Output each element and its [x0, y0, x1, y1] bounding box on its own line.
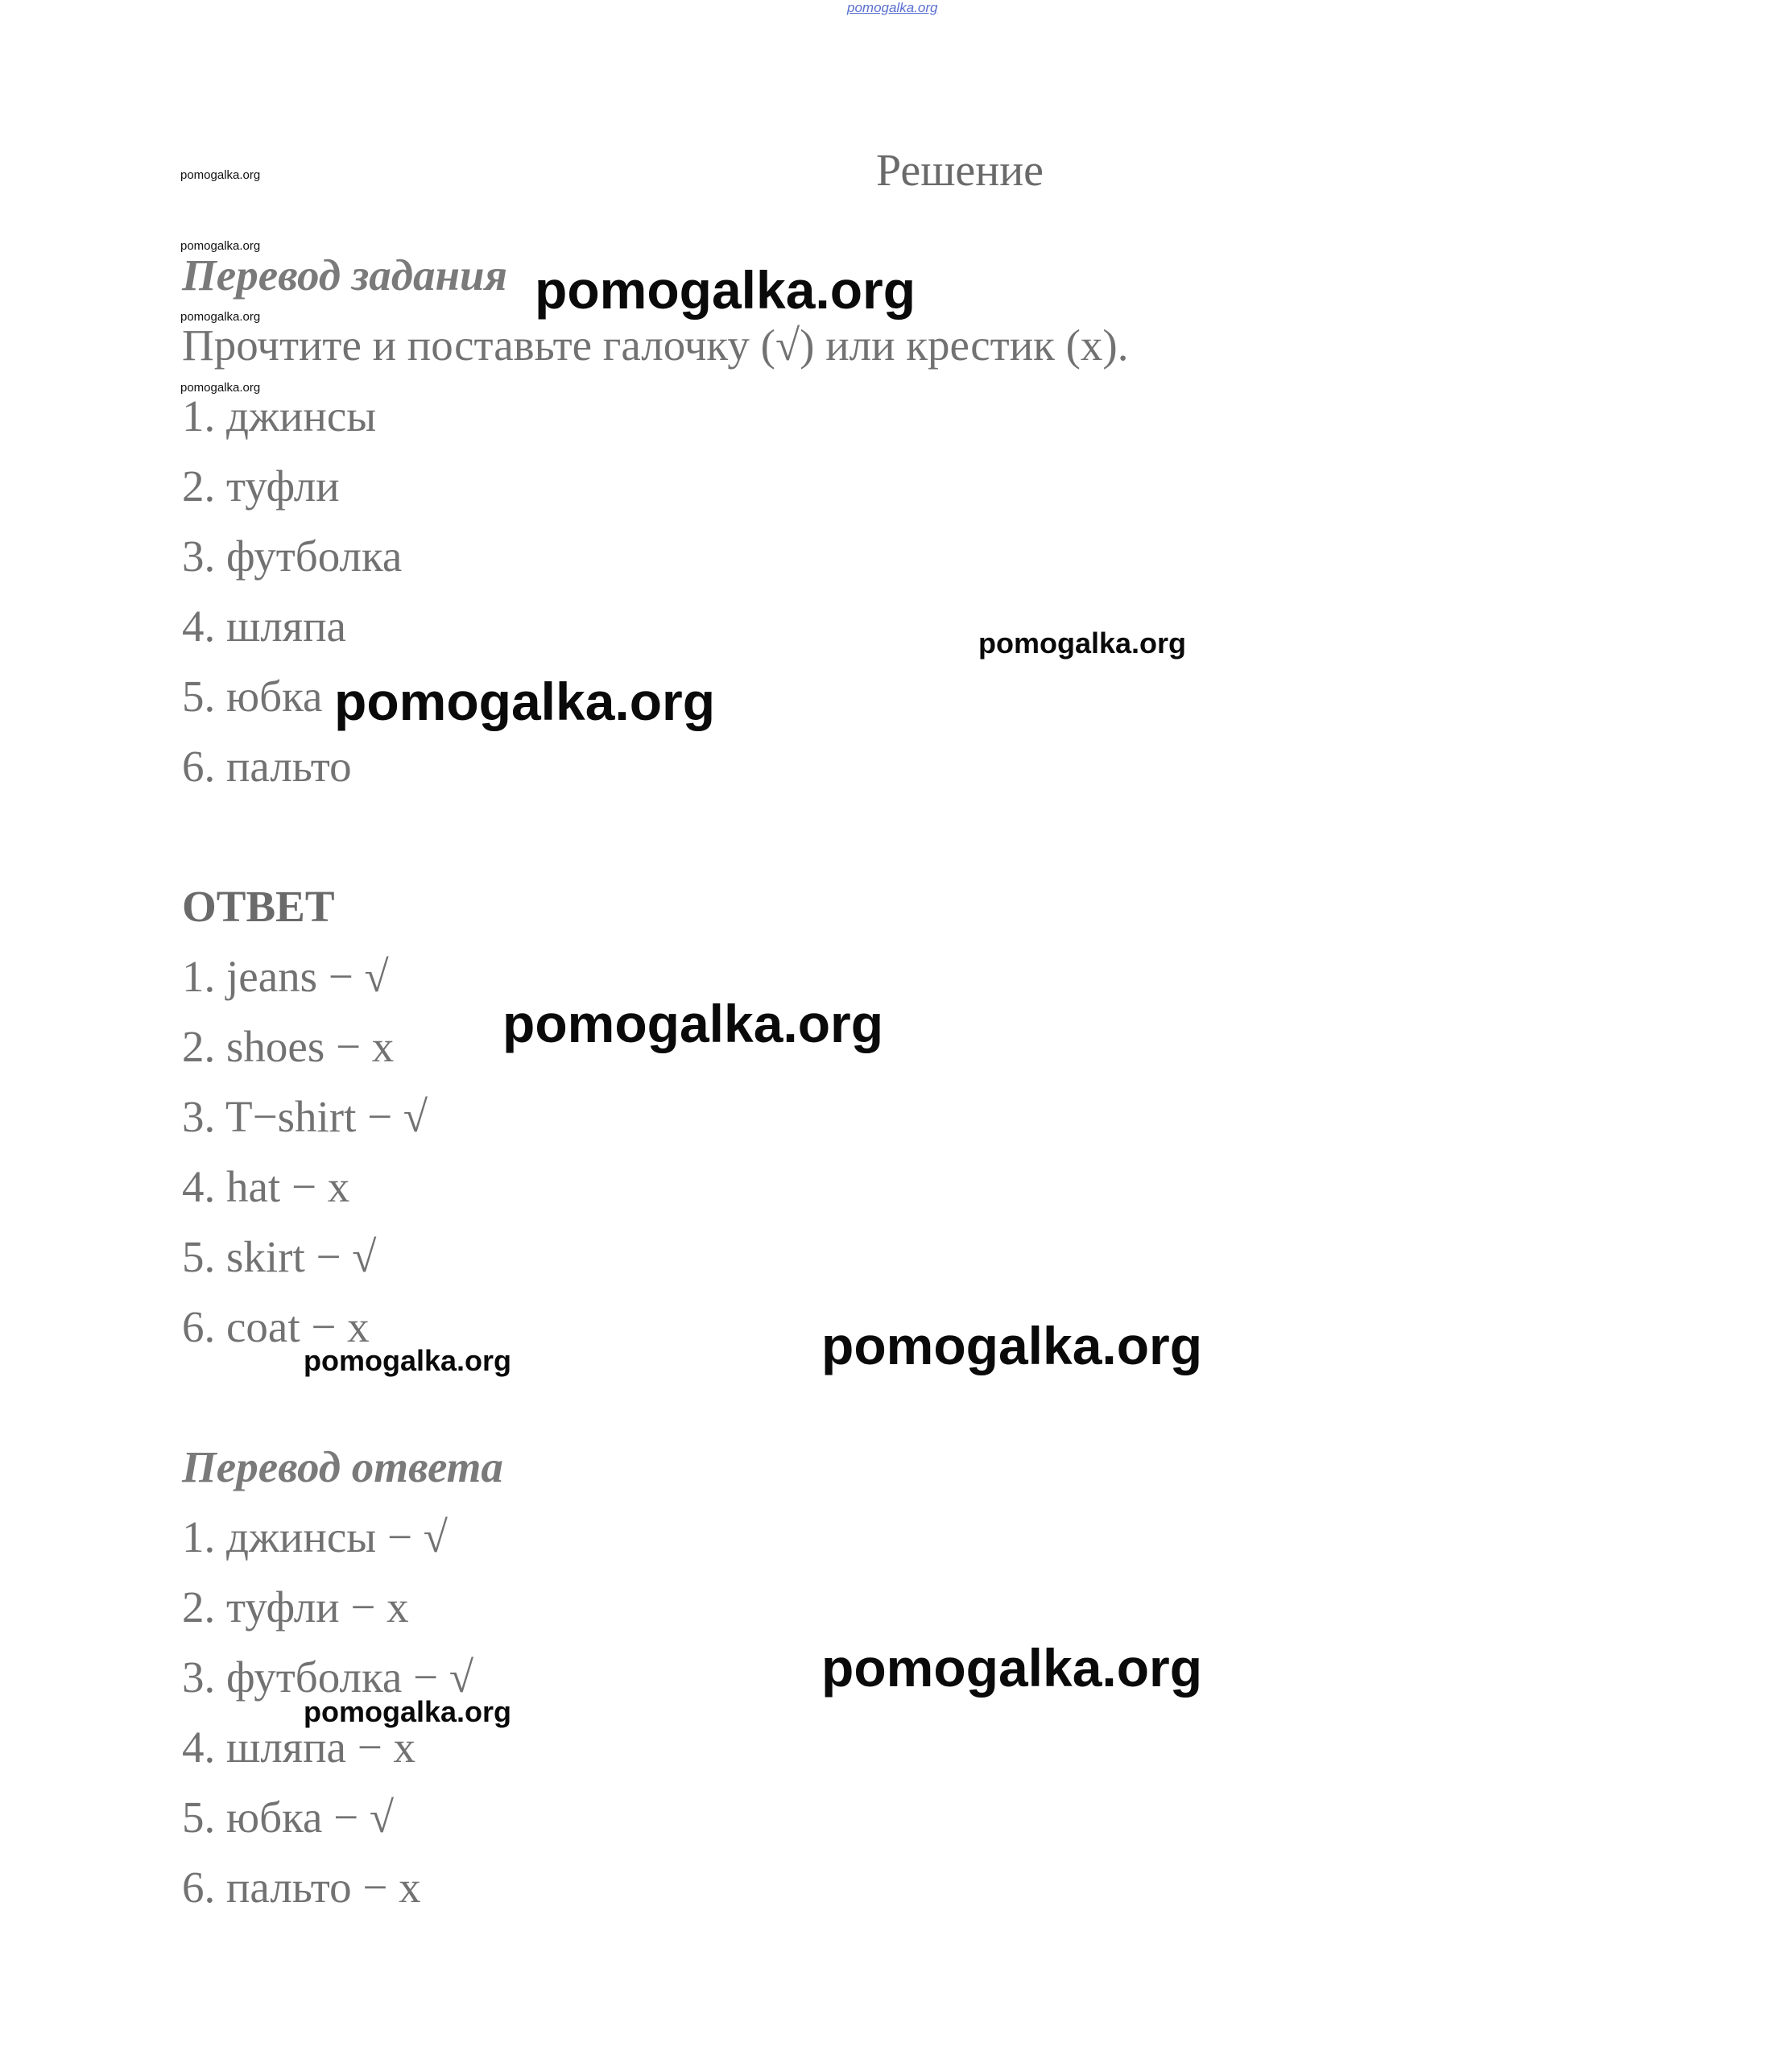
- watermark-big-5: pomogalka.org: [821, 1638, 1203, 1698]
- watermark-small-2: pomogalka.org: [180, 239, 261, 253]
- answer-item-1: 1. jeans − √: [182, 952, 389, 1001]
- watermark-big-1: pomogalka.org: [535, 260, 916, 320]
- task-item-4: 4. шляпа: [182, 602, 346, 651]
- answer-heading: ОТВЕТ: [182, 882, 335, 931]
- watermark-mid-3: pomogalka.org: [304, 1695, 512, 1728]
- task-item-3: 3. футболка: [182, 531, 403, 581]
- watermark-big-2: pomogalka.org: [334, 672, 716, 731]
- answer-translation-item-5: 5. юбка − √: [182, 1793, 395, 1842]
- watermark-small-1: pomogalka.org: [180, 168, 261, 182]
- page-title: Решение: [876, 146, 1044, 196]
- task-item-6: 6. пальто: [182, 742, 352, 791]
- watermark-mid-1: pomogalka.org: [978, 627, 1187, 660]
- answer-item-2: 2. shoes − x: [182, 1022, 395, 1071]
- answer-translation-item-6: 6. пальто − x: [182, 1863, 421, 1912]
- watermark-small-4: pomogalka.org: [180, 381, 261, 395]
- answer-translation-heading: Перевод ответа: [182, 1442, 503, 1491]
- watermark-mid-2: pomogalka.org: [304, 1344, 512, 1377]
- task-translation-heading: Перевод задания: [182, 250, 507, 300]
- task-item-5: 5. юбка: [182, 672, 323, 721]
- answer-translation-item-3: 3. футболка − √: [182, 1652, 474, 1702]
- task-item-1: 1. джинсы: [182, 391, 377, 440]
- top-site-link[interactable]: pomogalka.org: [847, 0, 938, 15]
- answer-translation-item-2: 2. туфли − x: [182, 1582, 409, 1632]
- watermark-big-3: pomogalka.org: [502, 994, 884, 1053]
- watermark-small-3: pomogalka.org: [180, 310, 261, 324]
- task-instruction: Прочтите и поставьте галочку (√) или крестик (x).: [182, 321, 1129, 370]
- task-item-2: 2. туфли: [182, 461, 340, 511]
- answer-item-3: 3. T−shirt − √: [182, 1092, 428, 1141]
- answer-item-5: 5. skirt − √: [182, 1232, 377, 1281]
- answer-translation-item-4: 4. шляпа − x: [182, 1723, 415, 1772]
- answer-item-4: 4. hat − x: [182, 1162, 350, 1211]
- watermark-big-4: pomogalka.org: [821, 1316, 1203, 1375]
- answer-item-6: 6. coat − x: [182, 1302, 370, 1351]
- answer-translation-item-1: 1. джинсы − √: [182, 1512, 448, 1561]
